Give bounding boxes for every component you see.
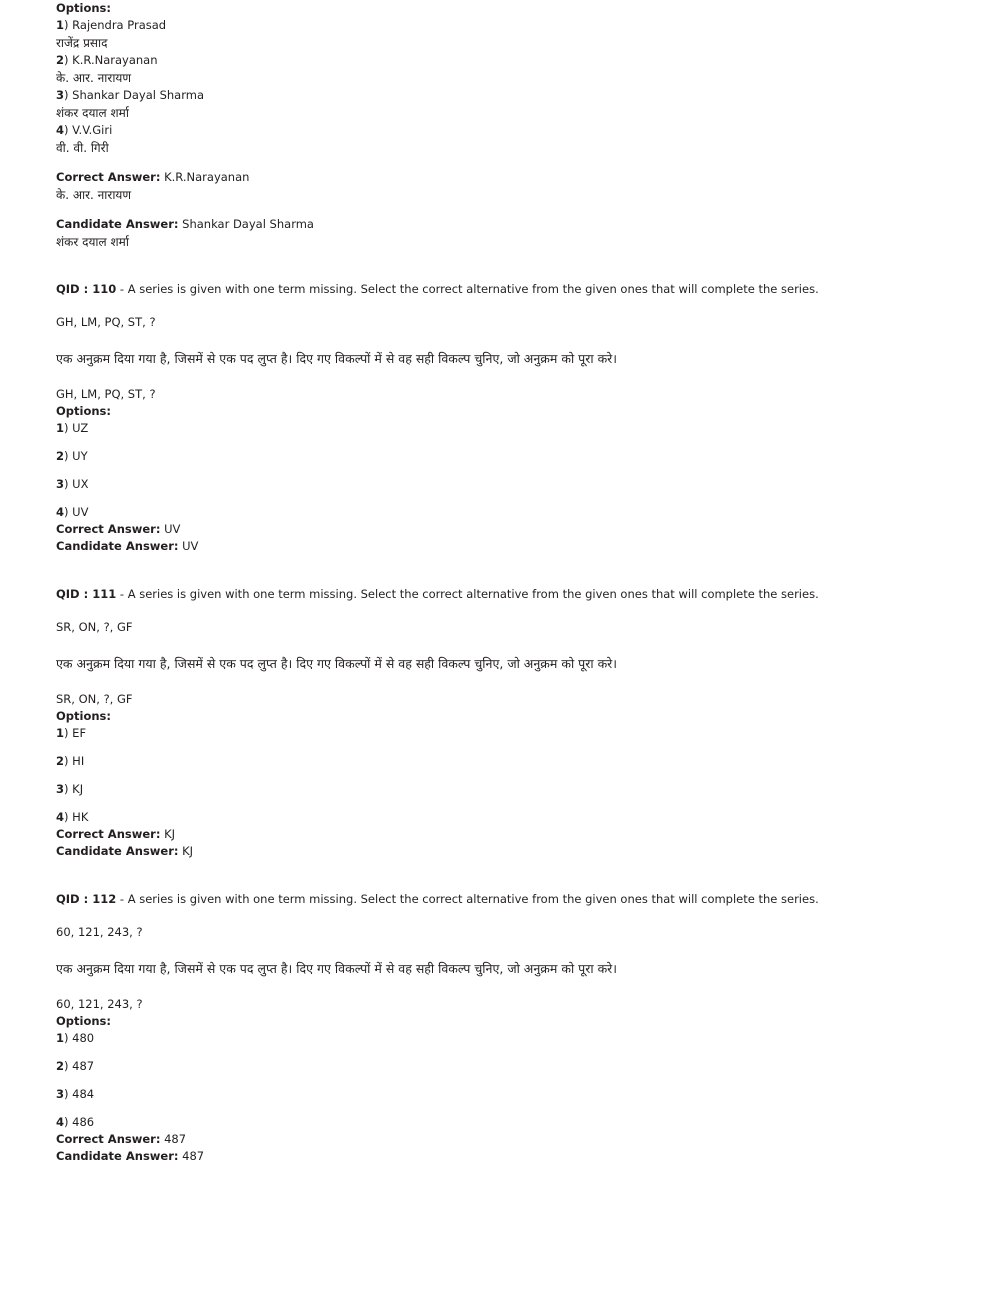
option-row	[56, 504, 935, 521]
correct-answer-row	[56, 169, 935, 186]
question-series: SR, ON, ?, GF	[56, 620, 133, 634]
candidate-answer-label: Candidate Answer:	[56, 539, 179, 553]
option-number: 1	[56, 726, 65, 740]
question-hindi: एक अनुक्रम दिया गया है, जिसमें से एक पद लुप्त है। दिए गए विकल्पों में से वह सही विकल्प चुनिए, जो अनुक्रम को पूरा करे।	[56, 961, 618, 976]
option-hindi: के. आर. नारायण	[56, 71, 132, 85]
option-text: ) Rajendra Prasad	[64, 18, 167, 32]
option-text: ) HK	[64, 810, 89, 824]
option-row	[56, 781, 935, 798]
option-number: 1	[56, 1031, 65, 1045]
candidate-answer-label: Candidate Answer:	[56, 844, 179, 858]
question-block	[56, 281, 935, 555]
question-id: QID : 111	[56, 587, 117, 601]
correct-answer-label: Correct Answer:	[56, 827, 161, 841]
option-text: ) KJ	[64, 782, 84, 796]
option-row	[56, 1114, 935, 1131]
question-id: QID : 110	[56, 282, 117, 296]
candidate-answer-value: KJ	[182, 844, 194, 858]
candidate-answer-row	[56, 538, 935, 555]
option-row	[56, 1086, 935, 1103]
option-number: 4	[56, 810, 65, 824]
candidate-answer-row	[56, 1148, 935, 1165]
question-hindi: एक अनुक्रम दिया गया है, जिसमें से एक पद लुप्त है। दिए गए विकल्पों में से वह सही विकल्प चुनिए, जो अनुक्रम को पूरा करे।	[56, 656, 618, 671]
correct-answer-row	[56, 826, 935, 843]
option-row	[56, 17, 935, 34]
candidate-answer-value: Shankar Dayal Sharma	[182, 217, 314, 231]
option-row	[56, 52, 935, 69]
option-text: ) 480	[64, 1031, 95, 1045]
option-number: 2	[56, 53, 65, 67]
candidate-answer-row	[56, 843, 935, 860]
candidate-answer-label: Candidate Answer:	[56, 217, 179, 231]
question-header	[56, 586, 935, 603]
option-number: 3	[56, 782, 65, 796]
correct-answer-value: K.R.Narayanan	[164, 170, 250, 184]
question-statement: A series is given with one term missing. Select the correct alternative from the given ones that will complete the series.	[127, 587, 819, 601]
option-number: 4	[56, 123, 65, 137]
options-label: Options:	[56, 1014, 111, 1028]
question-series-repeat: 60, 121, 243, ?	[56, 997, 143, 1011]
question-tail-block	[56, 0, 935, 251]
candidate-answer-value: UV	[182, 539, 199, 553]
option-row	[56, 87, 935, 104]
option-text: ) EF	[64, 726, 87, 740]
option-number: 3	[56, 1087, 65, 1101]
correct-answer-label: Correct Answer:	[56, 522, 161, 536]
question-header	[56, 281, 935, 298]
option-row	[56, 809, 935, 826]
option-text: ) UY	[64, 449, 88, 463]
candidate-answer-label: Candidate Answer:	[56, 1149, 179, 1163]
question-statement: A series is given with one term missing. Select the correct alternative from the given ones that will complete the series.	[127, 282, 819, 296]
option-text: ) 484	[64, 1087, 95, 1101]
option-hindi: राजेंद्र प्रसाद	[56, 36, 108, 50]
correct-answer-value: UV	[164, 522, 181, 536]
option-number: 2	[56, 1059, 65, 1073]
question-block	[56, 891, 935, 1165]
option-hindi: वी. वी. गिरी	[56, 141, 109, 155]
candidate-answer-hindi: शंकर दयाल शर्मा	[56, 235, 129, 249]
question-series-repeat: SR, ON, ?, GF	[56, 692, 133, 706]
options-label: Options:	[56, 404, 111, 418]
question-block	[56, 586, 935, 860]
option-text: ) UZ	[64, 421, 89, 435]
correct-answer-hindi: के. आर. नारायण	[56, 188, 132, 202]
option-row	[56, 1030, 935, 1047]
correct-answer-value: KJ	[164, 827, 176, 841]
question-id: QID : 112	[56, 892, 117, 906]
option-number: 3	[56, 477, 65, 491]
candidate-answer-row	[56, 216, 935, 233]
question-series: 60, 121, 243, ?	[56, 925, 143, 939]
question-series-repeat: GH, LM, PQ, ST, ?	[56, 387, 156, 401]
option-text: ) K.R.Narayanan	[64, 53, 158, 67]
question-header	[56, 891, 935, 908]
question-hindi: एक अनुक्रम दिया गया है, जिसमें से एक पद लुप्त है। दिए गए विकल्पों में से वह सही विकल्प चुनिए, जो अनुक्रम को पूरा करे।	[56, 351, 618, 366]
option-hindi: शंकर दयाल शर्मा	[56, 106, 129, 120]
option-text: ) Shankar Dayal Sharma	[64, 88, 205, 102]
correct-answer-label: Correct Answer:	[56, 170, 161, 184]
correct-answer-value: 487	[164, 1132, 187, 1146]
option-number: 2	[56, 754, 65, 768]
correct-answer-row	[56, 521, 935, 538]
correct-answer-row	[56, 1131, 935, 1148]
option-row	[56, 725, 935, 742]
option-number: 2	[56, 449, 65, 463]
question-dash: -	[116, 587, 128, 601]
option-row	[56, 420, 935, 437]
question-dash: -	[116, 282, 128, 296]
option-row	[56, 448, 935, 465]
question-dash: -	[116, 892, 128, 906]
candidate-answer-value: 487	[182, 1149, 205, 1163]
option-number: 4	[56, 505, 65, 519]
option-text: ) 486	[64, 1115, 95, 1129]
option-number: 4	[56, 1115, 65, 1129]
option-number: 1	[56, 18, 65, 32]
option-text: ) HI	[64, 754, 85, 768]
option-row	[56, 753, 935, 770]
option-number: 3	[56, 88, 65, 102]
option-text: ) UV	[64, 505, 89, 519]
option-row	[56, 122, 935, 139]
option-text: ) UX	[64, 477, 89, 491]
option-row	[56, 476, 935, 493]
option-text: ) 487	[64, 1059, 95, 1073]
question-series: GH, LM, PQ, ST, ?	[56, 315, 156, 329]
option-text: ) V.V.Giri	[64, 123, 113, 137]
question-statement: A series is given with one term missing. Select the correct alternative from the given ones that will complete the series.	[127, 892, 819, 906]
options-label: Options:	[56, 1, 111, 15]
option-row	[56, 1058, 935, 1075]
options-label: Options:	[56, 709, 111, 723]
option-number: 1	[56, 421, 65, 435]
correct-answer-label: Correct Answer:	[56, 1132, 161, 1146]
